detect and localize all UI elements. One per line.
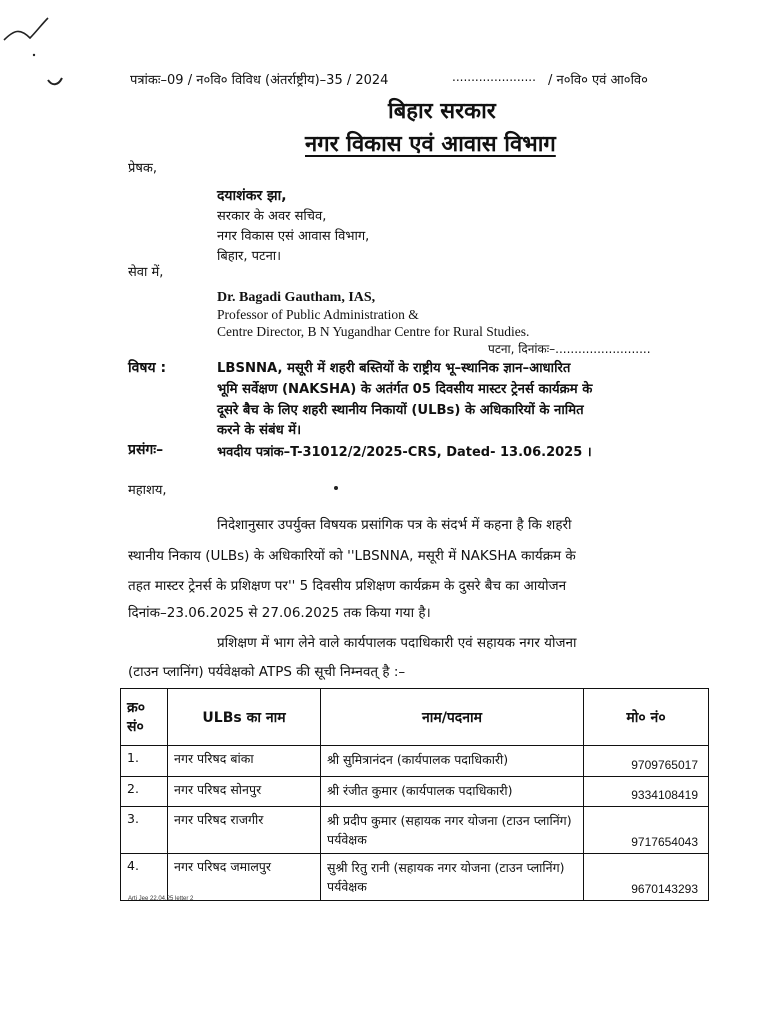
recipient-line: Centre Director, B N Yugandhar Centre for Rural Studies.	[217, 324, 530, 339]
sender-line: नगर विकास एसं आवास विभाग,	[217, 229, 370, 244]
department-short: / न०वि० एवं आ०वि०	[548, 73, 648, 88]
subject-line: LBSNNA, मसूरी में शहरी बस्तियों के राष्ट्रीय भू–स्थानिक ज्ञान–आधारित	[217, 361, 571, 376]
cell-mobile: 9717654043	[584, 807, 709, 854]
handwritten-mark	[0, 0, 70, 100]
cell-mobile: 9670143293	[584, 854, 709, 901]
table-row	[121, 746, 709, 777]
cell-ulb: नगर परिषद बांका	[168, 746, 321, 777]
subject-label: विषय :	[128, 360, 167, 376]
body-line: दिनांक–23.06.2025 से 27.06.2025 तक किया गया है।	[128, 605, 431, 621]
body-line: (टाउन प्लानिंग) पर्यवेक्षको ATPS की सूची निम्नवत् है :–	[128, 664, 406, 680]
col-header-mobile: मो० नं०	[584, 689, 709, 746]
sender-label: प्रेषक,	[128, 161, 158, 176]
table-header-row	[121, 689, 709, 746]
reference-text: भवदीय पत्रांक–T-31012/2/2025-CRS, Dated- 13.06.2025 ।	[217, 445, 592, 460]
cell-mobile: 9709765017	[584, 746, 709, 777]
recipient-line: Professor of Public Administration &	[217, 307, 419, 322]
sender-line: सरकार के अवर सचिव,	[217, 209, 327, 224]
table-row	[121, 777, 709, 807]
body-line: स्थानीय निकाय (ULBs) के अधिकारियों को ''LBSNNA, मसूरी में NAKSHA कार्यक्रम के	[128, 548, 576, 564]
cell-serial: 1.	[121, 746, 168, 777]
cell-ulb: नगर परिषद जमालपुर	[168, 854, 321, 901]
cell-serial: 3.	[121, 807, 168, 854]
col-header-serial: क्र० सं०	[121, 689, 168, 746]
cell-serial: 4.	[121, 854, 168, 901]
subject-line: भूमि सर्वेक्षण (NAKSHA) के अतंर्गत 05 दिवसीय मास्टर ट्रेनर्स कार्यक्रम के	[217, 382, 593, 397]
subject-line: करने के संबंध में।	[217, 423, 302, 438]
cell-name: श्री सुमित्रानंदन (कार्यपालक पदाधिकारी)	[321, 746, 584, 777]
cell-ulb: नगर परिषद राजगीर	[168, 807, 321, 854]
cell-serial: 2.	[121, 777, 168, 807]
letter-number: पत्रांकः–09 / न०वि० विविध (अंतर्राष्ट्रीय)–35 / 2024	[130, 73, 389, 88]
table-row	[121, 807, 709, 854]
body-line: प्रशिक्षण में भाग लेने वाले कार्यपालक पदाधिकारी एवं सहायक नगर योजना	[217, 635, 577, 651]
col-header-name: नाम/पदनाम	[321, 689, 584, 746]
stray-mark	[334, 486, 338, 490]
cell-name: सुश्री रितु रानी (सहायक नगर योजना (टाउन प्लानिंग) पर्यवेक्षक	[321, 854, 584, 901]
sender-line: बिहार, पटना।	[217, 249, 282, 264]
col-header-ulb: ULBs का नाम	[168, 689, 321, 746]
body-line: निदेशानुसार उपर्युक्त विषयक प्रसांगिक पत्र के संदर्भ में कहना है कि शहरी	[217, 517, 572, 533]
table-row	[121, 854, 709, 901]
cell-name: श्री रंजीत कुमार (कार्यपालक पदाधिकारी)	[321, 777, 584, 807]
sender-name: दयाशंकर झा,	[217, 188, 287, 204]
date-placeholder-dots: ......................	[452, 70, 536, 84]
place-date-line: पटना, दिनांकः–.........................	[488, 342, 651, 356]
footer-file-note: Arti Jee 22.04.25 letter 2	[128, 896, 194, 902]
cell-mobile: 9334108419	[584, 777, 709, 807]
recipient-name: Dr. Bagadi Gautham, IAS,	[217, 290, 376, 305]
salutation: महाशय,	[128, 483, 167, 498]
body-line: तहत मास्टर ट्रेनर्स के प्रशिक्षण पर'' 5 दिवसीय प्रशिक्षण कार्यक्रम के दुसरे बैच का आयोजन	[128, 578, 567, 594]
department-title: नगर विकास एवं आवास विभाग	[305, 132, 556, 157]
cell-name: श्री प्रदीप कुमार (सहायक नगर योजना (टाउन प्लानिंग) पर्यवेक्षक	[321, 807, 584, 854]
reference-label: प्रसंगः–	[128, 442, 164, 458]
recipient-label: सेवा में,	[128, 265, 164, 280]
subject-line: दूसरे बैच के लिए शहरी स्थानीय निकायों (ULBs) के अधिकारियों के नामित	[217, 403, 584, 418]
government-title: बिहार सरकार	[388, 99, 496, 124]
ulb-officers-table	[120, 688, 709, 901]
cell-ulb: नगर परिषद सोनपुर	[168, 777, 321, 807]
